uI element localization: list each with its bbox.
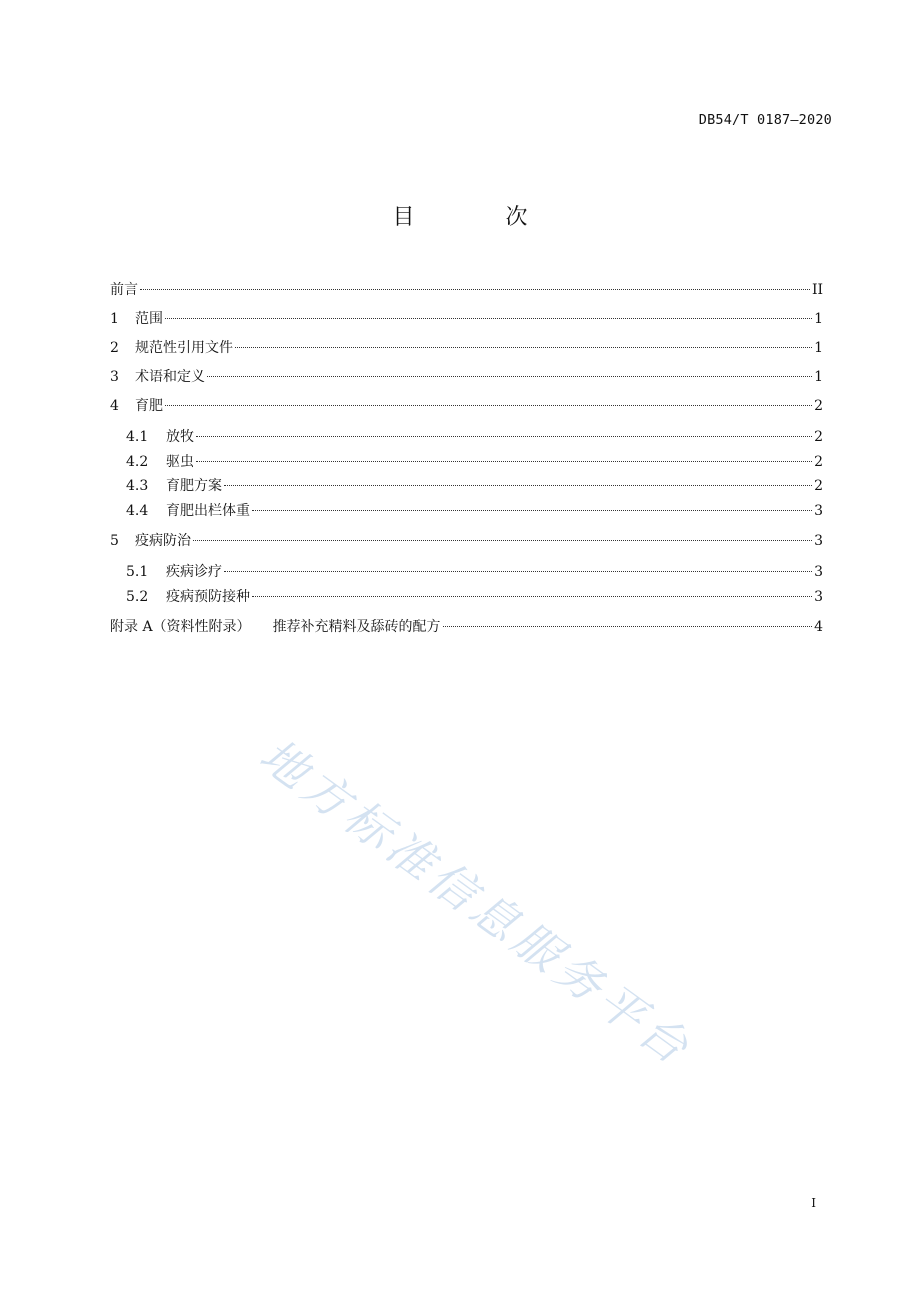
toc-entry-number: 4.3 [126, 478, 149, 494]
dot-leader [224, 571, 812, 572]
toc-entry-label: 规范性引用文件 [135, 340, 233, 356]
toc-entry-page: II [811, 282, 823, 298]
toc-entry[interactable] [110, 425, 823, 450]
standard-code: DB54/T 0187—2020 [698, 112, 832, 128]
dot-leader [165, 318, 812, 319]
dot-leader [196, 436, 812, 437]
watermark: 地方标准信息服务平台 [250, 727, 703, 1078]
dot-leader [165, 405, 812, 406]
toc-entry-page: 3 [814, 564, 823, 580]
toc-entry-label: 驱虫 [166, 453, 194, 470]
toc-entry-label: 育肥出栏体重 [166, 502, 250, 519]
toc-entry-page: 2 [814, 398, 823, 414]
toc-entry-page: 3 [814, 533, 823, 549]
dot-leader [207, 376, 812, 377]
toc-entry-page: 2 [814, 429, 823, 445]
dot-leader [252, 596, 812, 597]
toc-entry-label: 推荐补充精料及舔砖的配方 [272, 619, 441, 635]
toc-entry-page: 2 [814, 453, 823, 470]
toc-entry-label: 前言 [110, 282, 138, 298]
toc-entry-label: 疾病诊疗 [166, 564, 222, 580]
toc-entry[interactable] [110, 613, 823, 642]
dot-leader [252, 510, 812, 511]
toc-entry-label: 范围 [135, 311, 163, 327]
toc-entry-number: 5 [110, 533, 119, 549]
toc-entry-number: 1 [110, 311, 119, 327]
page-number: I [811, 1196, 816, 1210]
dot-leader [196, 461, 812, 462]
table-of-contents [110, 276, 823, 642]
toc-entry-page: 1 [814, 311, 823, 327]
toc-entry[interactable] [110, 585, 823, 610]
toc-entry-label: 疫病防治 [135, 533, 191, 549]
toc-entry-label: 疫病预防接种 [166, 588, 250, 605]
toc-entry-page: 4 [814, 619, 823, 635]
dot-leader [224, 485, 812, 486]
toc-entry[interactable] [110, 499, 823, 524]
toc-entry[interactable] [110, 392, 823, 421]
toc-entry-number: 3 [110, 369, 119, 385]
toc-entry-number: 2 [110, 340, 119, 356]
toc-entry[interactable] [110, 363, 823, 392]
toc-entry-page: 3 [814, 502, 823, 519]
toc-entry[interactable] [110, 560, 823, 585]
dot-leader [443, 626, 813, 627]
toc-entry-number: 4.1 [126, 429, 149, 445]
toc-entry-page: 3 [814, 588, 823, 605]
toc-title: 目 次 [392, 205, 570, 230]
toc-entry-number: 5.2 [126, 588, 149, 605]
toc-entry-page: 2 [814, 478, 823, 494]
toc-entry[interactable] [110, 276, 823, 305]
toc-entry-number: 4.4 [126, 502, 149, 519]
toc-entry-page: 1 [814, 340, 823, 356]
toc-entry-label: 术语和定义 [135, 369, 205, 385]
toc-entry[interactable] [110, 334, 823, 363]
toc-entry[interactable] [110, 474, 823, 499]
toc-entry-number: 4 [110, 398, 119, 414]
toc-entry-number: 5.1 [126, 564, 149, 580]
dot-leader [235, 347, 812, 348]
toc-entry-number: 4.2 [126, 453, 149, 470]
toc-entry[interactable] [110, 305, 823, 334]
toc-entry-page: 1 [814, 369, 823, 385]
toc-entry[interactable] [110, 450, 823, 475]
dot-leader [193, 540, 812, 541]
toc-entry-number: 附录 A（资料性附录） [110, 619, 251, 635]
toc-entry-label: 育肥 [135, 398, 163, 414]
toc-entry-label: 放牧 [166, 429, 194, 445]
dot-leader [140, 289, 810, 290]
toc-entry-label: 育肥方案 [166, 478, 222, 494]
toc-entry[interactable] [110, 527, 823, 556]
